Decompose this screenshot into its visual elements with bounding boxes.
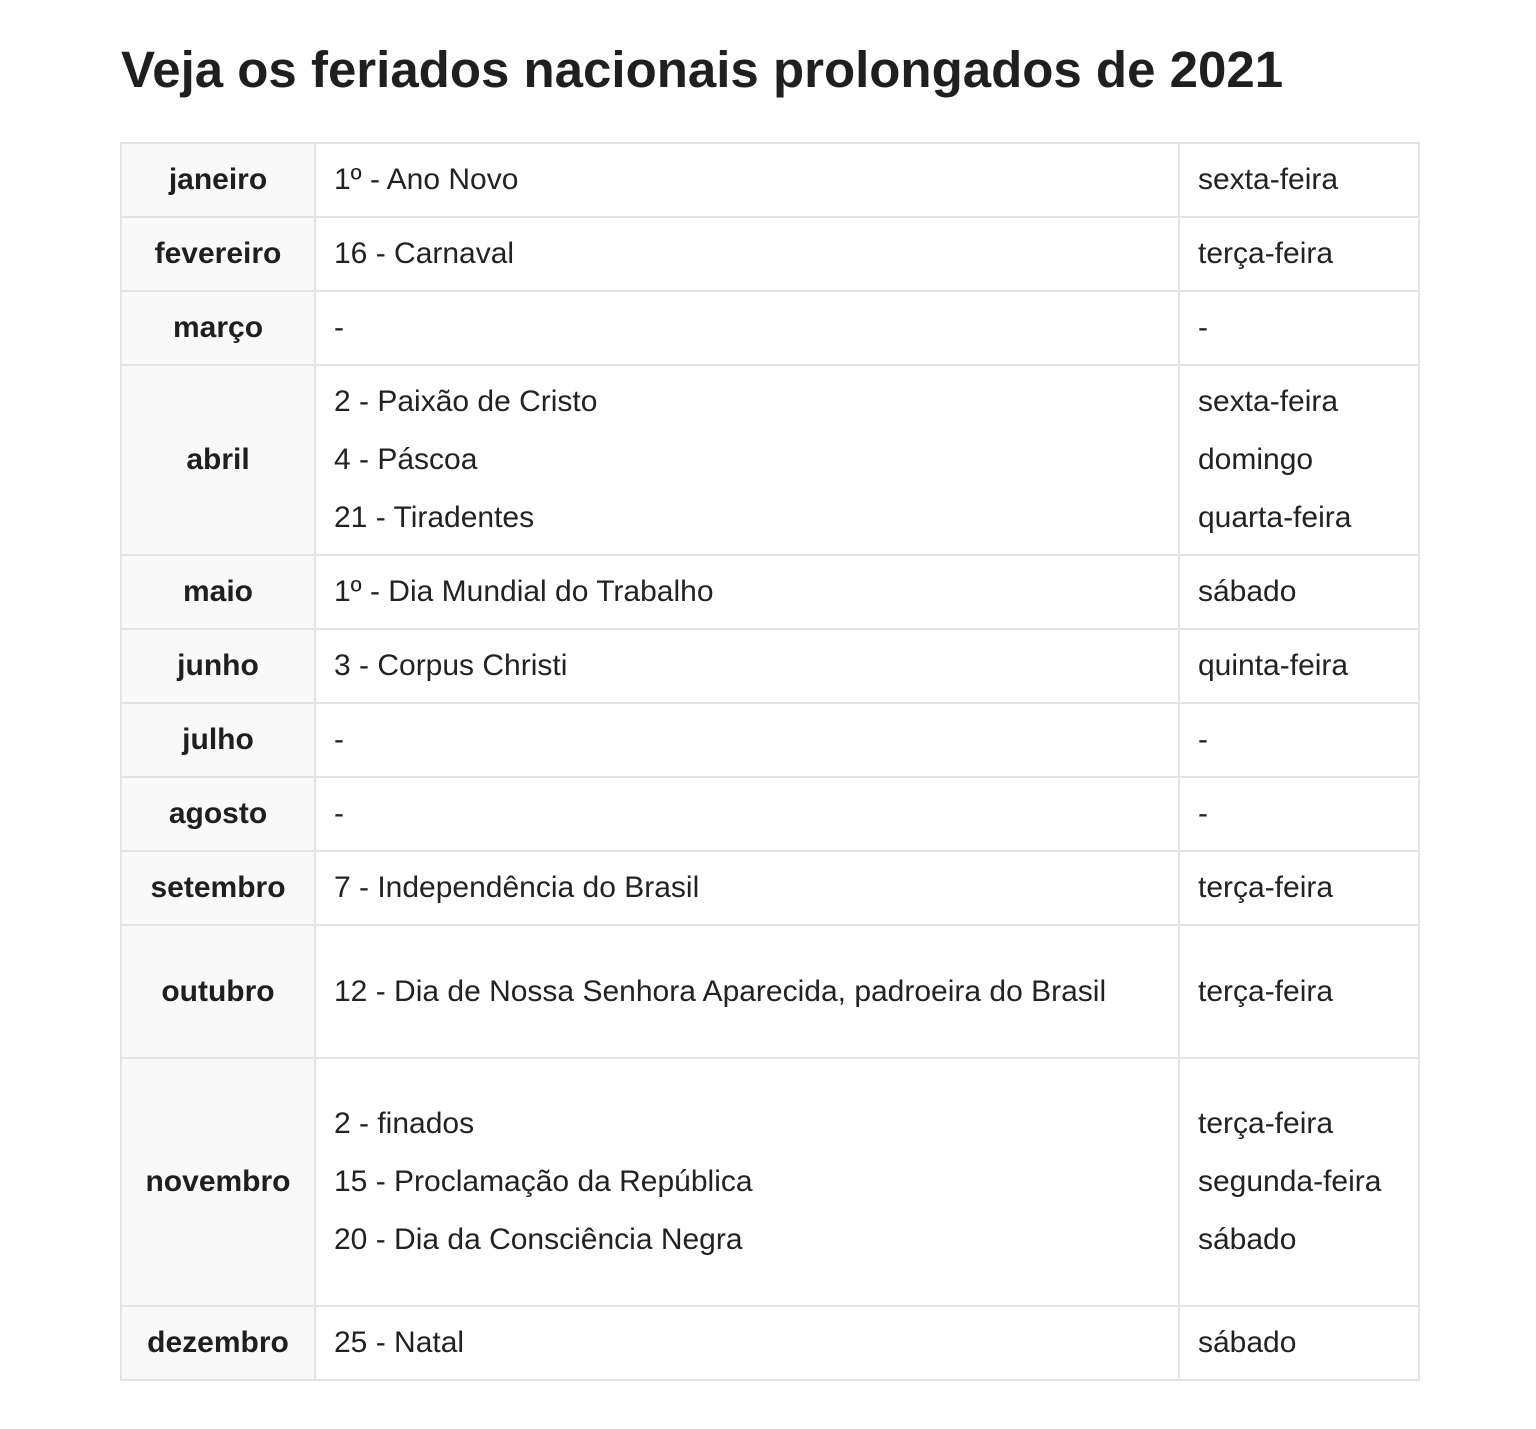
- weekday-text: terça-feira: [1198, 237, 1334, 270]
- table-row: [121, 925, 1419, 1058]
- weekday-text: terça-feira: [1198, 974, 1334, 1008]
- month-cell: março: [121, 291, 315, 365]
- holiday-cell: [315, 925, 1179, 1058]
- holiday-cell: [315, 629, 1179, 703]
- weekday-cell: [1179, 851, 1419, 925]
- holiday-text: 1º - Dia Mundial do Trabalho: [334, 575, 714, 608]
- holiday-text: 16 - Carnaval: [334, 237, 515, 270]
- table-row: [121, 365, 1419, 555]
- weekday-text: -: [1198, 797, 1208, 830]
- holiday-text: 2 - finados: [334, 1107, 475, 1140]
- table-row: [121, 703, 1419, 777]
- holiday-text: 12 - Dia de Nossa Senhora Aparecida, padroeira do Brasil: [334, 974, 1107, 1008]
- weekday-cell: [1179, 777, 1419, 851]
- holiday-text: 15 - Proclamação da República: [334, 1165, 753, 1198]
- weekday-cell: [1179, 1058, 1419, 1306]
- holiday-text: -: [334, 723, 344, 756]
- table-row: [121, 851, 1419, 925]
- weekday-text: domingo: [1198, 443, 1314, 476]
- holiday-cell: [315, 365, 1179, 555]
- table-row: [121, 1058, 1419, 1306]
- holiday-text: 7 - Independência do Brasil: [334, 871, 700, 904]
- table-row: [121, 1306, 1419, 1380]
- weekday-text: sexta-feira: [1198, 385, 1339, 418]
- month-cell: fevereiro: [121, 217, 315, 291]
- month-cell: junho: [121, 629, 315, 703]
- weekday-text: sexta-feira: [1198, 163, 1339, 196]
- table-row: [121, 629, 1419, 703]
- holiday-cell: [315, 777, 1179, 851]
- table-row: [121, 777, 1419, 851]
- table-row: [121, 291, 1419, 365]
- holiday-cell: [315, 851, 1179, 925]
- holiday-text: 3 - Corpus Christi: [334, 649, 568, 682]
- holiday-cell: [315, 703, 1179, 777]
- month-cell: setembro: [121, 851, 315, 925]
- weekday-text: sábado: [1198, 1223, 1297, 1256]
- month-cell: abril: [121, 365, 315, 555]
- month-cell: dezembro: [121, 1306, 315, 1380]
- page-title: Veja os feriados nacionais prolongados de 2021: [121, 41, 1284, 98]
- holiday-text: 25 - Natal: [334, 1326, 465, 1359]
- weekday-text: -: [1198, 723, 1208, 756]
- weekday-cell: [1179, 365, 1419, 555]
- weekday-text: sábado: [1198, 575, 1297, 608]
- holiday-cell: [315, 1058, 1179, 1306]
- month-cell: janeiro: [121, 143, 315, 217]
- holiday-cell: [315, 555, 1179, 629]
- weekday-text: segunda-feira: [1198, 1165, 1382, 1198]
- weekday-cell: [1179, 925, 1419, 1058]
- weekday-cell: [1179, 629, 1419, 703]
- weekday-cell: [1179, 291, 1419, 365]
- month-cell: maio: [121, 555, 315, 629]
- weekday-text: quinta-feira: [1198, 649, 1349, 682]
- weekday-text: terça-feira: [1198, 871, 1334, 904]
- month-cell: julho: [121, 703, 315, 777]
- weekday-cell: [1179, 143, 1419, 217]
- holiday-text: 20 - Dia da Consciência Negra: [334, 1223, 743, 1256]
- holiday-text: 2 - Paixão de Cristo: [334, 385, 598, 418]
- weekday-cell: [1179, 555, 1419, 629]
- weekday-cell: [1179, 1306, 1419, 1380]
- month-cell: agosto: [121, 777, 315, 851]
- holiday-cell: [315, 1306, 1179, 1380]
- weekday-text: quarta-feira: [1198, 501, 1352, 534]
- holiday-text: 4 - Páscoa: [334, 443, 478, 476]
- weekday-text: terça-feira: [1198, 1107, 1334, 1140]
- weekday-text: -: [1198, 311, 1208, 344]
- holiday-cell: [315, 143, 1179, 217]
- weekday-cell: [1179, 217, 1419, 291]
- table-row: [121, 555, 1419, 629]
- table-row: [121, 217, 1419, 291]
- holiday-cell: [315, 291, 1179, 365]
- holidays-table: [120, 142, 1420, 1381]
- month-cell: outubro: [121, 925, 315, 1058]
- holiday-text: -: [334, 311, 344, 344]
- table-row: [121, 143, 1419, 217]
- month-cell: novembro: [121, 1058, 315, 1306]
- weekday-text: sábado: [1198, 1326, 1297, 1359]
- weekday-cell: [1179, 703, 1419, 777]
- holiday-cell: [315, 217, 1179, 291]
- holiday-text: -: [334, 797, 344, 830]
- holiday-text: 1º - Ano Novo: [334, 163, 519, 196]
- holiday-text: 21 - Tiradentes: [334, 501, 535, 534]
